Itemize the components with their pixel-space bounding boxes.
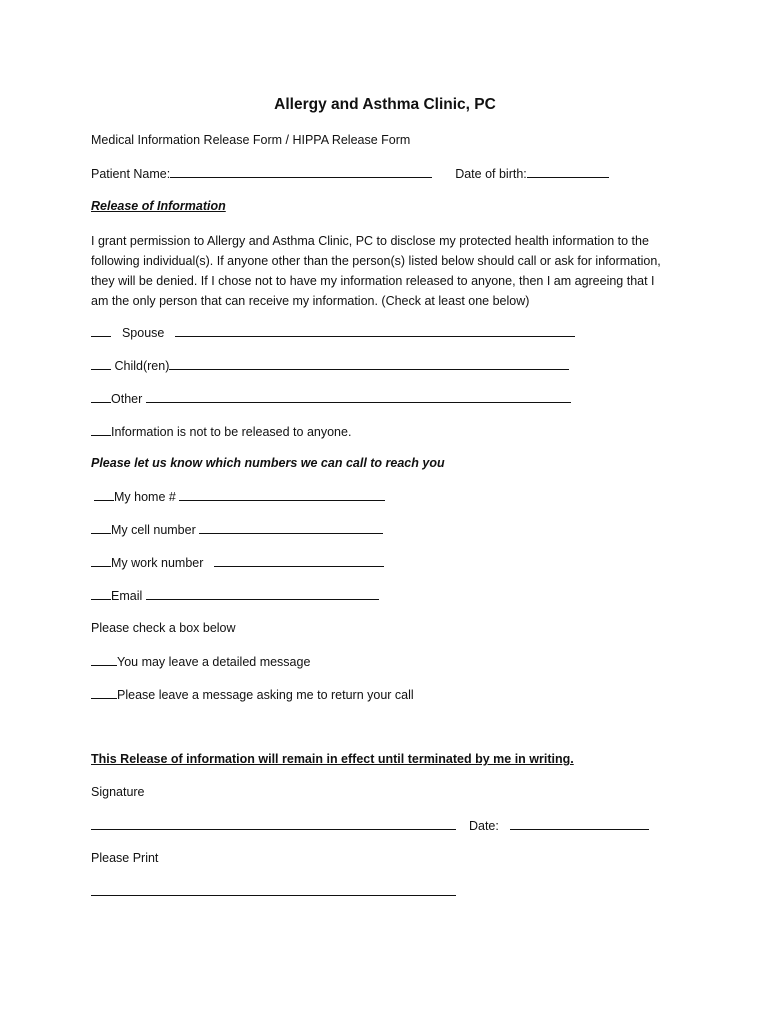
paragraph-line: they will be denied. If I chose not to have my information released to anyone, then I am agreeing that I <box>91 274 655 288</box>
home-number-label: My home # <box>114 490 176 504</box>
release-heading: Release of Information <box>91 199 226 213</box>
other-name-field[interactable] <box>146 390 571 403</box>
detailed-message-row <box>91 653 310 670</box>
spouse-name-field[interactable] <box>175 324 575 337</box>
spouse-row <box>91 324 575 341</box>
other-label: Other <box>111 392 143 406</box>
signature-row <box>91 817 649 834</box>
work-number-field[interactable] <box>214 554 384 567</box>
date-label: Date: <box>468 819 499 833</box>
numbers-heading: Please let us know which numbers we can call to reach you <box>91 456 445 470</box>
form-subtitle: Medical Information Release Form / HIPPA Release Form <box>91 133 411 147</box>
email-field[interactable] <box>146 587 379 600</box>
dob-field[interactable] <box>527 165 609 178</box>
dob-label: Date of birth: <box>455 167 527 181</box>
no-release-label: Information is not to be released to anyone. <box>111 425 352 439</box>
cell-number-checkbox[interactable] <box>91 521 111 534</box>
other-checkbox[interactable] <box>91 390 111 403</box>
date-field[interactable] <box>510 817 649 830</box>
email-row <box>91 587 379 604</box>
detailed-message-checkbox[interactable] <box>91 653 117 666</box>
patient-info-row <box>91 165 609 182</box>
work-number-row <box>91 554 384 571</box>
children-checkbox[interactable] <box>91 357 111 370</box>
check-box-prompt: Please check a box below <box>91 621 236 635</box>
return-call-label: Please leave a message asking me to return your call <box>117 688 414 702</box>
return-call-checkbox[interactable] <box>91 686 117 699</box>
work-number-checkbox[interactable] <box>91 554 111 567</box>
release-paragraph <box>91 231 681 311</box>
home-number-row <box>94 488 385 505</box>
print-name-row <box>91 883 456 900</box>
paragraph-line: am the only person that can receive my information. (Check at least one below) <box>91 294 530 308</box>
spouse-label: Spouse <box>121 326 165 340</box>
patient-name-label: Patient Name: <box>91 167 171 181</box>
email-label: Email <box>111 589 143 603</box>
signature-label: Signature <box>91 785 145 799</box>
children-row <box>91 357 569 374</box>
form-title: Allergy and Asthma Clinic, PC <box>274 96 496 113</box>
patient-name-field[interactable] <box>170 165 432 178</box>
signature-field[interactable] <box>91 817 456 830</box>
no-release-row <box>91 423 351 440</box>
effect-statement: This Release of information will remain in effect until terminated by me in writing. <box>91 752 574 766</box>
paragraph-line: I grant permission to Allergy and Asthma Clinic, PC to disclose my protected health information to the <box>91 234 649 248</box>
email-checkbox[interactable] <box>91 587 111 600</box>
cell-number-row <box>91 521 383 538</box>
print-label: Please Print <box>91 851 159 865</box>
no-release-checkbox[interactable] <box>91 423 111 436</box>
spouse-checkbox[interactable] <box>91 324 111 337</box>
other-row <box>91 390 571 407</box>
paragraph-line: following individual(s). If anyone other than the person(s) listed below should call or ask for information, <box>91 254 661 268</box>
home-number-field[interactable] <box>179 488 385 501</box>
work-number-label: My work number <box>111 556 204 570</box>
cell-number-field[interactable] <box>199 521 383 534</box>
home-number-checkbox[interactable] <box>94 488 114 501</box>
detailed-message-label: You may leave a detailed message <box>117 655 311 669</box>
return-call-row <box>91 686 414 703</box>
print-name-field[interactable] <box>91 883 456 896</box>
cell-number-label: My cell number <box>111 523 196 537</box>
children-label: Child(ren) <box>114 359 170 373</box>
children-name-field[interactable] <box>169 357 569 370</box>
